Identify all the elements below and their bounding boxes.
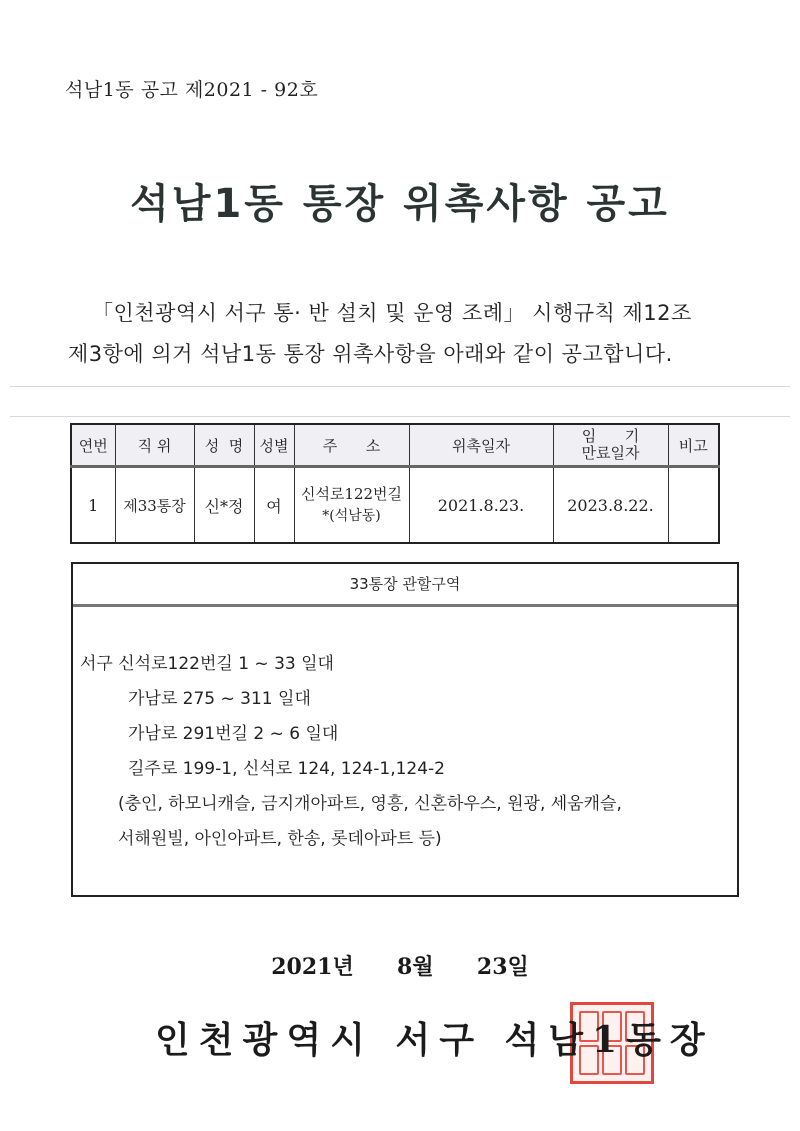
header-name: 성 명 [194, 424, 254, 467]
address-line-1: 신석로122번길 [300, 485, 403, 503]
issue-date: 2021년 8월 23일 [271, 954, 529, 980]
appointment-table [70, 423, 720, 544]
cell-address [294, 467, 409, 544]
issuer-name: 인천광역시 서구 석남1동장 [155, 1019, 714, 1061]
notice-number: 석남1동 공고 제2021 - 92호 [65, 79, 319, 101]
header-appointed-date: 위촉일자 [409, 424, 553, 467]
table-header-row [71, 424, 719, 467]
cell-name: 신*정 [194, 467, 254, 544]
header-no: 연번 [71, 424, 115, 467]
cell-position: 제33통장 [115, 467, 194, 544]
header-term-label: 임 기 [581, 427, 640, 445]
divider [10, 386, 790, 387]
cell-appointed-date: 2021.8.23. [409, 467, 553, 544]
address-line-2: *(석남동) [322, 508, 381, 524]
jurisdiction-box [71, 562, 739, 897]
cell-no: 1 [71, 467, 115, 544]
jurisdiction-title: 33통장 관할구역 [73, 564, 737, 607]
header-remarks: 비고 [668, 424, 719, 467]
cell-gender: 여 [254, 467, 294, 544]
table-row [71, 467, 719, 544]
jurisdiction-line: 가남로 275 ~ 311 일대 [128, 689, 311, 709]
intro-line-1: 「인천광역시 서구 통· 반 설치 및 운영 조례」 시행규칙 제12조 [92, 301, 692, 325]
jurisdiction-line: 서해원빌, 아인아파트, 한송, 롯데아파트 등) [118, 829, 442, 849]
jurisdiction-line: 서구 신석로122번길 1 ~ 33 일대 [80, 654, 334, 674]
intro-line-2: 제3항에 의거 석남1동 통장 위촉사항을 아래와 같이 공고합니다. [68, 342, 673, 366]
header-address: 주 소 [294, 424, 409, 467]
header-position: 직 위 [115, 424, 194, 467]
jurisdiction-line: 길주로 199-1, 신석로 124, 124-1,124-2 [128, 759, 446, 779]
header-term-sub: 만료일자 [581, 444, 640, 462]
cell-term-end-date: 2023.8.22. [553, 467, 668, 544]
header-gender: 성별 [254, 424, 294, 467]
page-title: 석남1동 통장 위촉사항 공고 [130, 181, 670, 227]
jurisdiction-line: (충인, 하모니캐슬, 금지개아파트, 영흥, 신혼하우스, 원광, 세움캐슬, [118, 794, 622, 814]
jurisdiction-line: 가남로 291번길 2 ~ 6 일대 [128, 724, 339, 744]
cell-remarks [668, 467, 719, 544]
divider [10, 416, 790, 417]
header-term-end [553, 424, 668, 467]
